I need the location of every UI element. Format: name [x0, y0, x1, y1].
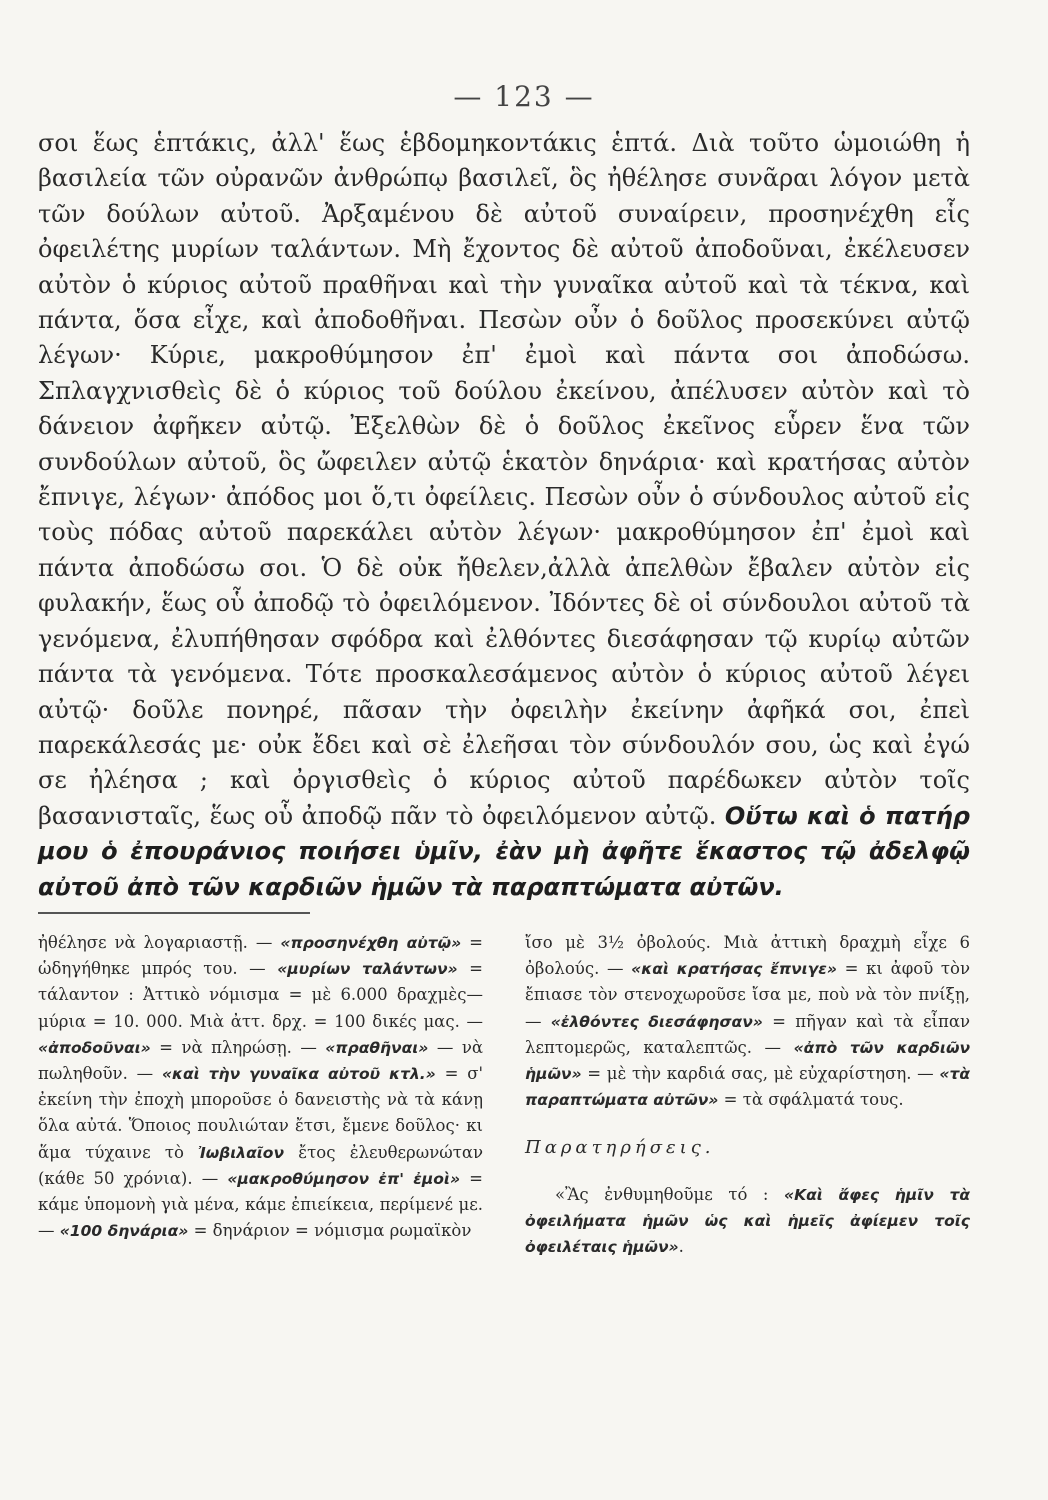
note-keyword: «πραθῆναι»	[325, 1038, 429, 1057]
note-keyword: «μυρίων ταλάντων»	[277, 960, 458, 979]
note-text: = πῆγαν καὶ τὰ εἶπαν λεπτομερῶς, καταλεπτῶς. —	[525, 1011, 970, 1057]
note-keyword: «ἀποδοῦναι»	[38, 1038, 151, 1057]
note-text: — νὰ πωληθοῦν. —	[38, 1037, 483, 1084]
note-keyword: «τὰ παραπτώματα αὐτῶν»	[525, 1065, 970, 1110]
footnotes	[38, 930, 970, 1260]
passage-emphasis: Οὕτω καὶ ὁ πατήρ μου ὁ ἐπουράνιος ποιήσει ὑμῖν, ἐὰν μὴ ἀφῆτε ἕκαστος τῷ ἀδελφῷ αὐτοῦ ἀπὸ τῶν καρδιῶν ἡμῶν τὰ παραπτώματα αὐτῶν.	[38, 801, 970, 901]
note-keyword: «100 δηνάρια»	[59, 1222, 189, 1241]
observations-heading: Παρατηρήσεις.	[525, 1137, 715, 1159]
notes-right-column	[525, 930, 970, 1260]
note-text: = σ' ἐκείνη τὴν ἐποχὴ μποροῦσε ὁ δανειστὴς νὰ τὰ κάνῃ ὅλα αὐτά. Ὅποιος πουλιώταν ἔτσι, ἔμενε δοῦλος· κι ἅμα τύχαινε τὸ	[38, 1064, 484, 1162]
main-passage	[38, 126, 970, 905]
note-text: = δηνάριον = νόμισμα ρωμαϊκὸν	[188, 1221, 472, 1241]
note-text: = τὰ σφάλματά τους.	[718, 1090, 904, 1110]
note-keyword: «Καὶ ἄφες ἡμῖν τὰ ὀφειλήματα ἡμῶν ὡς καὶ ἡμεῖς ἀφίεμεν τοῖς ὀφειλέταις ἡμῶν»	[525, 1185, 970, 1257]
note-keyword: «καὶ κρατήσας ἔπνιγε»	[631, 960, 837, 979]
note-keyword: «καὶ τὴν γυναῖκα αὐτοῦ κτλ.»	[161, 1065, 436, 1084]
passage-text: σοι ἕως ἑπτάκις, ἀλλ' ἕως ἑβδομηκοντάκις ἑπτά. Διὰ τοῦτο ὡμοιώθη ἡ βασιλεία τῶν οὐρανῶν ἀνθρώπῳ βασιλεῖ, ὃς ἠθέλησε συνᾶραι λόγον μετὰ τῶν δούλων αὐτοῦ. Ἀρξαμένου δὲ αὐτοῦ συναίρειν, προσηνέχθη εἷς ὀφειλέτης μυρίων ταλάντων. Μὴ ἔχοντος δὲ αὐτοῦ ἀποδοῦναι, ἐκέλευσεν αὐτὸν ὁ κύριος αὐτοῦ πραθῆναι καὶ τὴν γυναῖκα αὐτοῦ καὶ τὰ τέκνα, καὶ πάντα, ὅσα εἶχε, καὶ ἀποδοθῆναι. Πεσὼν οὖν ὁ δοῦλος προσεκύνει αὐτῷ λέγων· Κύριε, μακροθύμησον ἐπ' ἐμοὶ καὶ πάντα σοι ἀποδώσω. Σπλαγχνισθεὶς δὲ ὁ κύριος τοῦ δούλου ἐκείνου, ἀπέλυσεν αὐτὸν καὶ τὸ δάνειον ἀφῆκεν αὐτῷ. Ἐξελθὼν δὲ ὁ δοῦλος ἐκεῖνος εὗρεν ἕνα τῶν συνδούλων αὐτοῦ, ὃς ὤφειλεν αὐτῷ ἑκατὸν δηνάρια· καὶ κρατήσας αὐτὸν ἔπνιγε, λέγων· ἀπόδος μοι ὅ,τι ὀφείλεις. Πεσὼν οὖν ὁ σύνδουλος αὐτοῦ εἰς τοὺς πόδας αὐτοῦ παρεκάλει αὐτὸν λέγων· μακροθύμησον ἐπ' ἐμοὶ καὶ πάντα ἀποδώσω σοι. Ὁ δὲ οὐκ ἤθελεν,ἀλλὰ ἀπελθὼν ἔβαλεν αὐτὸν εἰς φυλακήν, ἕως οὗ ἀποδῷ τὸ ὀφειλόμενον. Ἰδόντες δὲ οἱ σύνδουλοι αὐτοῦ τὰ γενόμενα, ἐλυπήθησαν σφόδρα καὶ ἐλθόντες διεσάφησαν τῷ κυρίῳ αὐτῶν πάντα τὰ γενόμενα. Τότε προσκαλεσάμενος αὐτὸν ὁ κύριος αὐτοῦ λέγει αὐτῷ· δοῦλε πονηρέ, πᾶσαν τὴν ὀφειλὴν ἐκείνην ἀφῆκά σοι, ἐπεὶ παρεκάλεσάς με· οὐκ ἔδει καὶ σὲ ἐλεῆσαι τὸν σύνδουλόν σου, ὡς καὶ ἐγώ σε ἠλέησα ; καὶ ὀργισθεὶς ὁ κύριος αὐτοῦ παρέδωκεν αὐτὸν τοῖς βασανισταῖς, ἕως οὗ ἀποδῷ πᾶν τὸ ὀφειλόμενον αὐτῷ.	[38, 129, 970, 830]
note-text: ἠθέλησε νὰ λογαριαστῇ. —	[38, 933, 281, 952]
note-keyword: «ἀπὸ τῶν καρδιῶν ἡμῶν»	[525, 1038, 971, 1084]
note-keyword: «προσηνέχθη αὐτῷ»	[280, 934, 462, 952]
note-text: .	[678, 1237, 684, 1257]
note-text: ἔτος ἐλευθερωνώταν (κάθε 50 χρόνια). —	[38, 1142, 484, 1188]
notes-left-column	[38, 930, 483, 1260]
note-text: = κάμε ὑπομονὴ γιὰ μένα, κάμε ἐπιείκεια, περίμενέ με. —	[38, 1168, 483, 1241]
observations-text	[525, 1182, 970, 1261]
footnote-divider	[38, 912, 310, 914]
notes-right-text	[525, 930, 970, 1113]
note-text: ἴσο μὲ 3½ ὀβολούς. Μιὰ ἀττικὴ δραχμὴ εἶχε 6 ὀβολούς. —	[525, 933, 970, 979]
note-keyword: «μακροθύμησον ἐπ' ἐμοὶ»	[227, 1169, 461, 1188]
note-text: = νὰ πληρώσῃ. —	[150, 1037, 326, 1057]
note-text: = ὡδηγήθηκε μπρός του. —	[38, 933, 483, 979]
note-text: «Ἂς ἐνθυμηθοῦμε τό :	[555, 1184, 785, 1204]
note-keyword: «ἐλθόντες διεσάφησαν»	[550, 1012, 763, 1031]
page-number: — 123 —	[453, 80, 595, 113]
note-text: = τάλαντον : Ἀττικὸ νόμισμα = μὲ 6.000 δραχμὲς—μύρια = 10. 000. Μιὰ ἀττ. δρχ. = 100 δικές μας. —	[38, 959, 483, 1031]
notes-left-text	[38, 930, 483, 1244]
note-text: = κι ἀφοῦ τὸν ἔπιασε τὸν στενοχωροῦσε ἴσα με, ποὺ νὰ τὸν πνίξῃ, —	[525, 959, 970, 1031]
note-keyword: Ἰωβιλαῖον	[198, 1143, 285, 1162]
note-text: = μὲ τὴν καρδιά σας, μὲ εὐχαρίστηση. —	[581, 1064, 940, 1084]
